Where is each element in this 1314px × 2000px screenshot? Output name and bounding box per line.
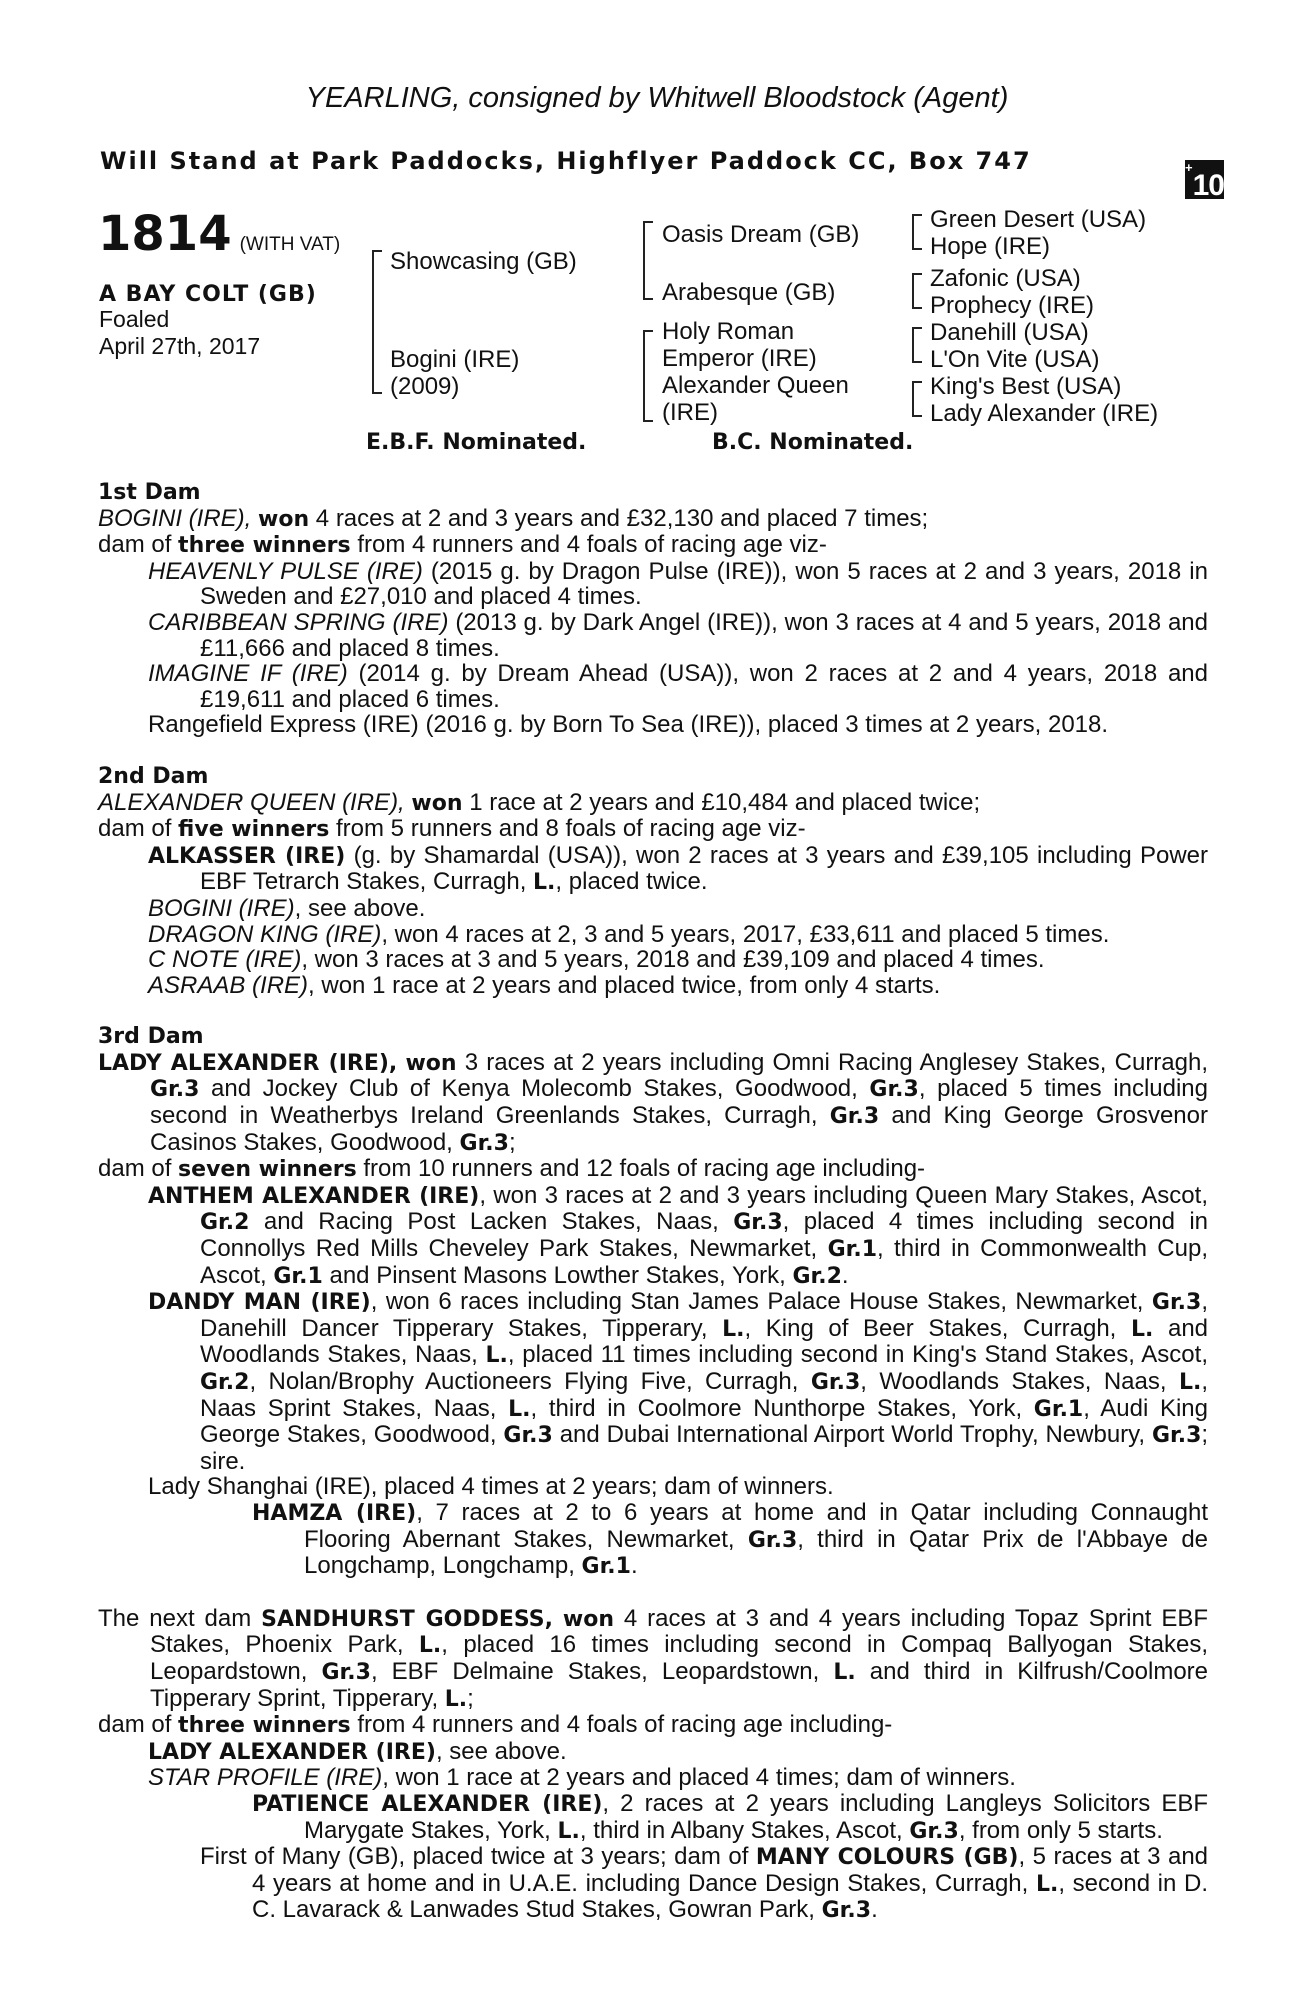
record-text: and Woodlands Stakes, Naas, [200,1314,1209,1369]
progeny-imagine-if [98,661,1208,712]
progeny-lady-shanghai: Lady Shanghai (IRE), placed 4 times at 2 years; dam of winners. [148,1473,834,1501]
progeny-text: (g. by Shamardal (USA)), won 2 races at 3 years and £39,105 including Power EBF Tetrarch Stakes, Curragh, [200,841,1209,896]
third-dam-winners-count: seven winners [178,1157,357,1183]
progeny-name: ASRAAB (IRE) [148,971,309,999]
stand-location: Will Stand at Park Paddocks, Highflyer Paddock CC, Box 747 [100,147,1032,175]
record-text: , 2 races at 2 years including Langleys Solicitors EBF Marygate Stakes, York, [304,1789,1209,1844]
punct: ; [508,1128,516,1156]
pedigree-sire: Showcasing (GB) [390,248,577,275]
next-dam-of: dam of [98,1711,172,1739]
progeny-name: HAMZA (IRE) [252,1500,417,1526]
second-dam-produce [98,816,1208,843]
badge-plus: + [1185,160,1192,175]
listed-mark: L. [485,1343,508,1369]
listed-mark: L. [418,1633,442,1659]
pedigree-ssd: Hope (IRE) [930,233,1051,260]
listed-mark: L. [1130,1316,1154,1342]
third-dam-line [98,1050,1208,1156]
second-dam-winners-count: five winners [178,817,330,843]
first-dam-produce [98,532,1208,559]
group-mark: Gr.3 [810,1370,861,1395]
foaled-date: April 27th, 2017 [99,333,261,359]
pedigree-dam-dam [662,372,849,426]
progeny-text: , see above. [294,894,426,922]
record-text: , EBF Delmaine Stakes, Leopardstown, [370,1657,820,1685]
third-dam-of: dam of [98,1155,172,1183]
group-mark: Gr.3 [150,1077,200,1103]
group-mark: Gr.1 [581,1554,631,1580]
group-mark: Gr.1 [273,1263,323,1289]
badge-number: 10 [1192,169,1224,202]
record-text: , placed 16 times including second in Compaq Ballyogan Stakes, Leopardstown, [150,1631,1209,1685]
first-dam-winners-count: three winners [178,533,351,559]
foaled-info [99,306,260,360]
pedigree-sds: Zafonic (USA) [930,265,1081,292]
first-dam-name: BOGINI (IRE), [98,504,252,532]
record-text: 3 races at 2 years including Omni Racing Anglesey Stakes, Curragh, [464,1048,1209,1076]
record-text: , Audi King George Stakes, Goodwood, [200,1394,1208,1449]
record-text: , Nolan/Brophy Auctioneers Flying Five, Curragh, [249,1368,799,1395]
pedigree-brace-g3 [912,327,922,363]
progeny-text: , won 1 race at 2 years and placed 4 times; dam of winners. [382,1764,1016,1792]
record-text: and King George Grosvenor Casinos Stakes, Goodwood, [150,1102,1208,1156]
progeny-c-note [98,947,1208,973]
pedigree-ds-group [930,319,1100,373]
progeny-dandy-man [98,1289,1208,1474]
progeny-asraab [98,973,1208,999]
pedigree-sire-sire: Oasis Dream (GB) [662,221,860,248]
progeny-text: First of Many (GB), placed twice at 3 years; dam of [200,1843,749,1871]
progeny-alkasser [98,843,1208,896]
group-mark: Gr.1 [827,1237,877,1263]
pedigree-dam-sire-line1: Holy Roman [662,318,795,345]
listed-mark: L. [533,870,556,896]
progeny-rangefield-express: Rangefield Express (IRE) (2016 g. by Born To Sea (IRE)), placed 3 times at 2 years, 2018. [148,711,1109,739]
punct: ; [467,1684,474,1712]
pedigree-sdd: Prophecy (IRE) [930,292,1095,319]
group-mark: Gr.3 [321,1659,371,1685]
consignment-line: YEARLING, consigned by Whitwell Bloodstock (Agent) [305,82,1009,114]
dam-family-text [98,480,1208,1924]
bc-nominated: B.C. Nominated. [712,430,914,455]
record-text: 4 races at 3 and 4 years including Topaz Sprint EBF Stakes, Phoenix Park, [150,1604,1209,1659]
next-dam-produce [98,1712,1208,1739]
progeny-text: , see above. [435,1737,567,1765]
next-dam-won: won [562,1606,614,1632]
first-dam-of: dam of [98,531,172,559]
punct: . [871,1896,878,1924]
record-text: , Woodlands Stakes, Naas, [860,1368,1167,1395]
progeny-name: ANTHEM ALEXANDER (IRE) [148,1183,480,1209]
progeny-text-end: , placed twice. [555,868,708,896]
ebf-nominated: E.B.F. Nominated. [366,430,587,455]
progeny-lady-alexander [98,1739,1208,1766]
group-mark: Gr.3 [909,1818,959,1844]
pedigree-brace-main [372,250,382,394]
second-dam-record: 1 race at 2 years and £10,484 and placed twice; [469,788,981,816]
record-text: , placed 5 times including second in Weatherbys Ireland Greenlands Stakes, Curragh, [150,1075,1209,1130]
progeny-text: (2014 g. by Dream Ahead (USA)), won 2 races at 2 and 4 years, 2018 and £19,611 and placed 6 times. [200,660,1208,713]
first-dam-winners-text: from 4 runners and 4 foals of racing age viz- [357,531,827,559]
progeny-text: , won 1 race at 2 years and placed twice, from only 4 starts. [308,971,941,999]
record-text: , Naas Sprint Stakes, Naas, [200,1368,1209,1422]
record-text: , third in Coolmore Nunthorpe Stakes, York, [530,1394,1023,1422]
record-text: and Pinsent Masons Lowther Stakes, York, [329,1261,786,1289]
pedigree-dss: Danehill (USA) [930,319,1089,346]
record-text: , 5 races at 3 and 4 years at home and in U.A.E. including Dance Design Stakes, Curragh, [252,1843,1209,1897]
second-dam-line [98,790,1208,817]
pedigree-brace-g4 [912,381,922,417]
pedigree-dsd: L'On Vite (USA) [930,346,1100,373]
record-text: , won 3 races at 2 and 3 years including Queen Mary Stakes, Ascot, [479,1181,1208,1209]
progeny-name: MANY COLOURS (GB) [755,1845,1019,1871]
lot-badge [1185,160,1224,202]
pedigree-sss: Green Desert (USA) [930,206,1147,233]
punct: . [630,1552,638,1580]
third-dam-produce [98,1156,1208,1183]
lot-number-value: 1814 [98,206,232,262]
pedigree-brace-g1 [912,214,922,250]
third-dam-heading: 3rd Dam [98,1024,204,1050]
pedigree-ss-group [930,206,1146,260]
listed-mark: L. [833,1659,856,1685]
progeny-name: BOGINI (IRE) [148,894,295,922]
lot-number [98,208,340,271]
group-mark: Gr.3 [1151,1423,1202,1449]
progeny-first-of-many [150,1844,1208,1924]
progeny-anthem-alexander [98,1183,1208,1289]
listed-mark: L. [1035,1871,1059,1897]
pedigree-ddd: Lady Alexander (IRE) [930,400,1159,427]
progeny-name: DANDY MAN (IRE) [148,1290,371,1316]
second-dam-winners-text: from 5 runners and 8 foals of racing age viz- [336,815,806,843]
third-dam-won: won [405,1050,457,1076]
pedigree-dam-sire [662,318,817,372]
listed-mark: L. [1178,1370,1202,1395]
first-dam-heading: 1st Dam [98,480,201,505]
first-dam-won: won [258,506,310,532]
progeny-star-profile [98,1765,1208,1791]
record-text: , third in Qatar Prix de l'Abbaye de Longchamp, Longchamp, [304,1525,1209,1580]
record-text: , third in Commonwealth Cup, Ascot, [200,1235,1208,1289]
pedigree-dds: King's Best (USA) [930,373,1122,400]
progeny-text: , won 3 races at 3 and 5 years, 2018 and £39,109 and placed 4 times. [301,946,1045,974]
first-dam-record: 4 races at 2 and 3 years and £32,130 and placed 7 times; [315,504,929,532]
second-dam-name: ALEXANDER QUEEN (IRE), [98,788,405,816]
progeny-name: STAR PROFILE (IRE) [148,1764,383,1792]
next-dam-line [98,1606,1208,1712]
pedigree-brace-dam [643,330,653,422]
pedigree-brace-sire [643,221,653,300]
second-dam-of: dam of [98,815,172,843]
group-mark: Gr.3 [1151,1290,1202,1316]
record-text: , second in D. C. Lavarack & Lanwades Stud Stakes, Gowran Park, [252,1869,1208,1924]
first-dam-line [98,506,1208,533]
progeny-name: HEAVENLY PULSE (IRE) [148,557,423,585]
pedigree-sd-group [930,265,1094,319]
progeny-patience-alexander [150,1791,1208,1844]
pedigree-dam-dam-line1: Alexander Queen [662,372,849,399]
progeny-text: (2013 g. by Dark Angel (IRE)), won 3 races at 4 and 5 years, 2018 and £11,666 and placed 8 times. [200,608,1208,662]
next-dam-intro: The next dam [98,1604,252,1632]
progeny-caribbean-spring [98,610,1208,661]
pedigree-dam [390,346,519,400]
progeny-hamza [150,1500,1208,1580]
pedigree-sire-dam: Arabesque (GB) [662,279,836,306]
pedigree-brace-g2 [912,273,922,309]
third-dam-winners-text: from 10 runners and 12 foals of racing age including- [363,1155,926,1183]
progeny-dragon-king [98,922,1208,948]
progeny-name: LADY ALEXANDER (IRE) [148,1739,436,1765]
pedigree-dam-year: (2009) [390,373,460,400]
group-mark: Gr.3 [459,1130,509,1156]
pedigree-dd-group [930,373,1158,427]
group-mark: Gr.2 [200,1370,250,1395]
progeny-heavenly-pulse [98,559,1208,610]
record-text: , placed 11 times including second in King's Stand Stakes, Ascot, [507,1341,1208,1369]
progeny-name: IMAGINE IF (IRE) [148,660,348,688]
pedigree-dam-sire-line2: Emperor (IRE) [662,345,817,372]
record-text: and Dubai International Airport World Trophy, Newbury, [559,1421,1146,1449]
record-text: and Racing Post Lacken Stakes, Naas, [263,1208,719,1236]
next-dam-name: SANDHURST GODDESS, [261,1606,553,1632]
listed-mark: L. [557,1818,580,1844]
second-dam-heading: 2nd Dam [98,763,209,789]
group-mark: Gr.3 [869,1077,919,1103]
next-dam-winners-count: three winners [178,1713,351,1739]
progeny-name: DRAGON KING (IRE) [148,920,382,948]
group-mark: Gr.2 [200,1210,250,1236]
punct: . [841,1261,849,1289]
group-mark: Gr.1 [1033,1396,1084,1422]
foaled-label: Foaled [99,306,170,332]
vat-note: (WITH VAT) [239,234,341,255]
group-mark: Gr.3 [503,1423,553,1449]
second-dam-won: won [411,790,463,816]
record-text: , placed 4 times including second in Connollys Red Mills Cheveley Park Stakes, Newmarket, [200,1208,1209,1263]
progeny-text: (2015 g. by Dragon Pulse (IRE)), won 5 races at 2 and 3 years, 2018 in Sweden and £27,010 and placed 4 times. [200,557,1208,611]
listed-mark: L. [722,1316,745,1342]
record-text: and Jockey Club of Kenya Molecomb Stakes, Goodwood, [211,1075,858,1103]
progeny-name: C NOTE (IRE) [148,946,302,974]
group-mark: Gr.3 [733,1210,783,1236]
group-mark: Gr.2 [792,1263,842,1289]
pedigree-dam-name: Bogini (IRE) [390,346,520,373]
progeny-text: , won 4 races at 2, 3 and 5 years, 2017, £33,611 and placed 5 times. [381,920,1110,948]
listed-mark: L. [508,1396,531,1422]
progeny-name: PATIENCE ALEXANDER (IRE) [252,1791,603,1817]
record-text: ; sire. [200,1421,1209,1475]
record-text: , won 6 races including Stan James Palace House Stakes, Newmarket, [370,1288,1144,1316]
record-text: , King of Beer Stakes, Curragh, [744,1314,1117,1342]
group-mark: Gr.3 [747,1527,798,1553]
next-dam-winners-text: from 4 runners and 4 foals of racing age including- [357,1711,893,1739]
pedigree-dam-dam-line2: (IRE) [662,399,718,426]
listed-mark: L. [444,1686,468,1712]
progeny-name: ALKASSER (IRE) [148,843,346,869]
group-mark: Gr.3 [829,1104,880,1130]
progeny-name: CARIBBEAN SPRING (IRE) [148,608,449,636]
progeny-bogini [98,896,1208,922]
record-text: , from only 5 starts. [958,1816,1163,1844]
record-text: and third in Kilfrush/Coolmore Tipperary Sprint, Tipperary, [150,1657,1209,1712]
record-text: , third in Albany Stakes, Ascot, [579,1816,903,1844]
third-dam-name: LADY ALEXANDER (IRE), [98,1050,398,1076]
group-mark: Gr.3 [821,1898,872,1924]
record-text: , 7 races at 2 to 6 years at home and in Qatar including Connaught Flooring Abernant Stakes, Newmarket, [304,1498,1209,1553]
lot-description: A BAY COLT (GB) [99,282,317,307]
record-text: , Danehill Dancer Tipperary Stakes, Tipperary, [200,1288,1208,1342]
